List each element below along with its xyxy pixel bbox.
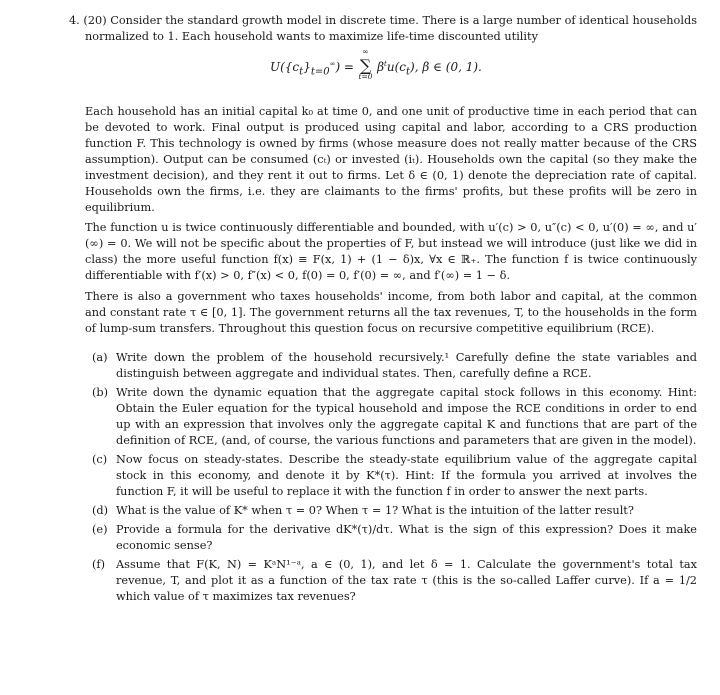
formula-rhs-sub: t xyxy=(405,66,411,78)
formula-rhs-end: u(c xyxy=(386,60,406,74)
part-label: (f) xyxy=(92,558,105,571)
formula-rhs-sup: t xyxy=(384,60,387,68)
part-text: Write down the dynamic equation that the aggregate capital stock follows in this economy. Hint: Obtain the Euler equation for the typical household and impose the RCE conditions in order to end up with an expression that involves only the aggregate capital K and functions that are part of the definition of RCE, (and, of course, the various functions and parameters that are given in the model). xyxy=(116,386,697,447)
paragraph-functions: The function u is twice continuously differentiable and bounded, with u′(c) > 0, u″(c) < 0, u′(0) = ∞, and u′(∞) = 0. We will not be specific about the properties of F, but instead we will introduce (just like we did in class) the more useful function f(x) ≡ F(x, 1) + (1 − δ)x, ∀x ∈ ℝ₊. The function f is twice continuously differentiable with f′(x) > 0, f″(x) < 0, f(0) = 0, f′(0) = ∞, and f′(∞) = 1 − δ. xyxy=(85,221,697,282)
part-a xyxy=(92,350,697,382)
summation-symbol: ∑ ∞ t=0 xyxy=(358,47,373,81)
utility-formula xyxy=(270,47,482,81)
formula-lhs-sub2: t=0 xyxy=(310,66,330,78)
paragraph-capital: Each household has an initial capital k₀ at time 0, and one unit of productive time in each period that can be devoted to work. Final output is produced using capital and labor, according to a CRS production function F. This technology is owned by firms (whose measure does not really matter because of the CRS assumption). Output can be consumed (cₜ) or invested (iₜ). Households own the capital (so they make the investment decision), and they rent it out to firms. Let δ ∈ (0, 1) denote the depreciation rate of capital. Households own the firms, i.e. they are claimants to the firms' profits, but these profits will be zero in equilibrium. xyxy=(85,105,697,214)
formula-lhs: U({c xyxy=(270,60,300,74)
part-f xyxy=(92,557,697,605)
part-e xyxy=(92,522,697,554)
part-text: Assume that F(K, N) = KᵃN¹⁻ᵃ, a ∈ (0, 1), and let δ = 1. Calculate the government's total tax revenue, T, and plot it as a function of the tax rate τ (this is the so-called Laffer curve). If a = 1/2 which value of τ maximizes tax revenues? xyxy=(116,558,697,603)
formula-lhs-sub: t xyxy=(299,66,304,78)
part-label: (c) xyxy=(92,453,108,466)
paragraph-government: There is also a government who taxes households' income, from both labor and capital, at the common and constant rate τ ∈ [0, 1]. The government returns all the tax revenues, T, to the households in the form of lump-sum transfers. Throughout this question focus on recursive competitive equilibrium (RCE). xyxy=(85,290,697,335)
formula-lhs-mid: } xyxy=(303,60,311,74)
sum-upper-limit: ∞ xyxy=(362,47,369,56)
part-b xyxy=(92,385,697,449)
part-text: What is the value of K* when τ = 0? When τ = 1? What is the intuition of the latter result? xyxy=(116,504,634,517)
problem-intro: 4. (20) Consider the standard growth model in discrete time. There is a large number of identical households normalized to 1. Each household wants to maximize life-time discounted utility xyxy=(69,14,697,43)
part-d xyxy=(92,503,697,519)
part-c xyxy=(92,452,697,500)
sum-lower-limit: t=0 xyxy=(358,72,373,81)
part-text: Now focus on steady-states. Describe the steady-state equilibrium value of the aggregate capital stock in this economy, and denote it by K*(τ). Hint: If the formula you arrived at involves the function F, it will be useful to replace it with the function f in order to answer the next parts. xyxy=(116,453,697,498)
part-label: (b) xyxy=(92,386,109,399)
part-label: (d) xyxy=(92,504,109,517)
question-parts xyxy=(92,350,697,608)
part-label: (a) xyxy=(92,351,108,364)
part-text: Write down the problem of the household recursively.¹ Carefully define the state variables and distinguish between aggregate and individual states. Then, carefully define a RCE. xyxy=(116,351,697,380)
formula-rhs: β xyxy=(377,60,385,74)
formula-lhs-end: ) = xyxy=(335,60,354,74)
part-label: (e) xyxy=(92,523,108,536)
formula-rhs-tail: ), β ∈ (0, 1). xyxy=(410,60,482,74)
part-text: Provide a formula for the derivative dK*(τ)/dτ. What is the sign of this expression? Does it make economic sense? xyxy=(116,523,697,552)
formula-lhs-sup2: ∞ xyxy=(329,60,336,68)
